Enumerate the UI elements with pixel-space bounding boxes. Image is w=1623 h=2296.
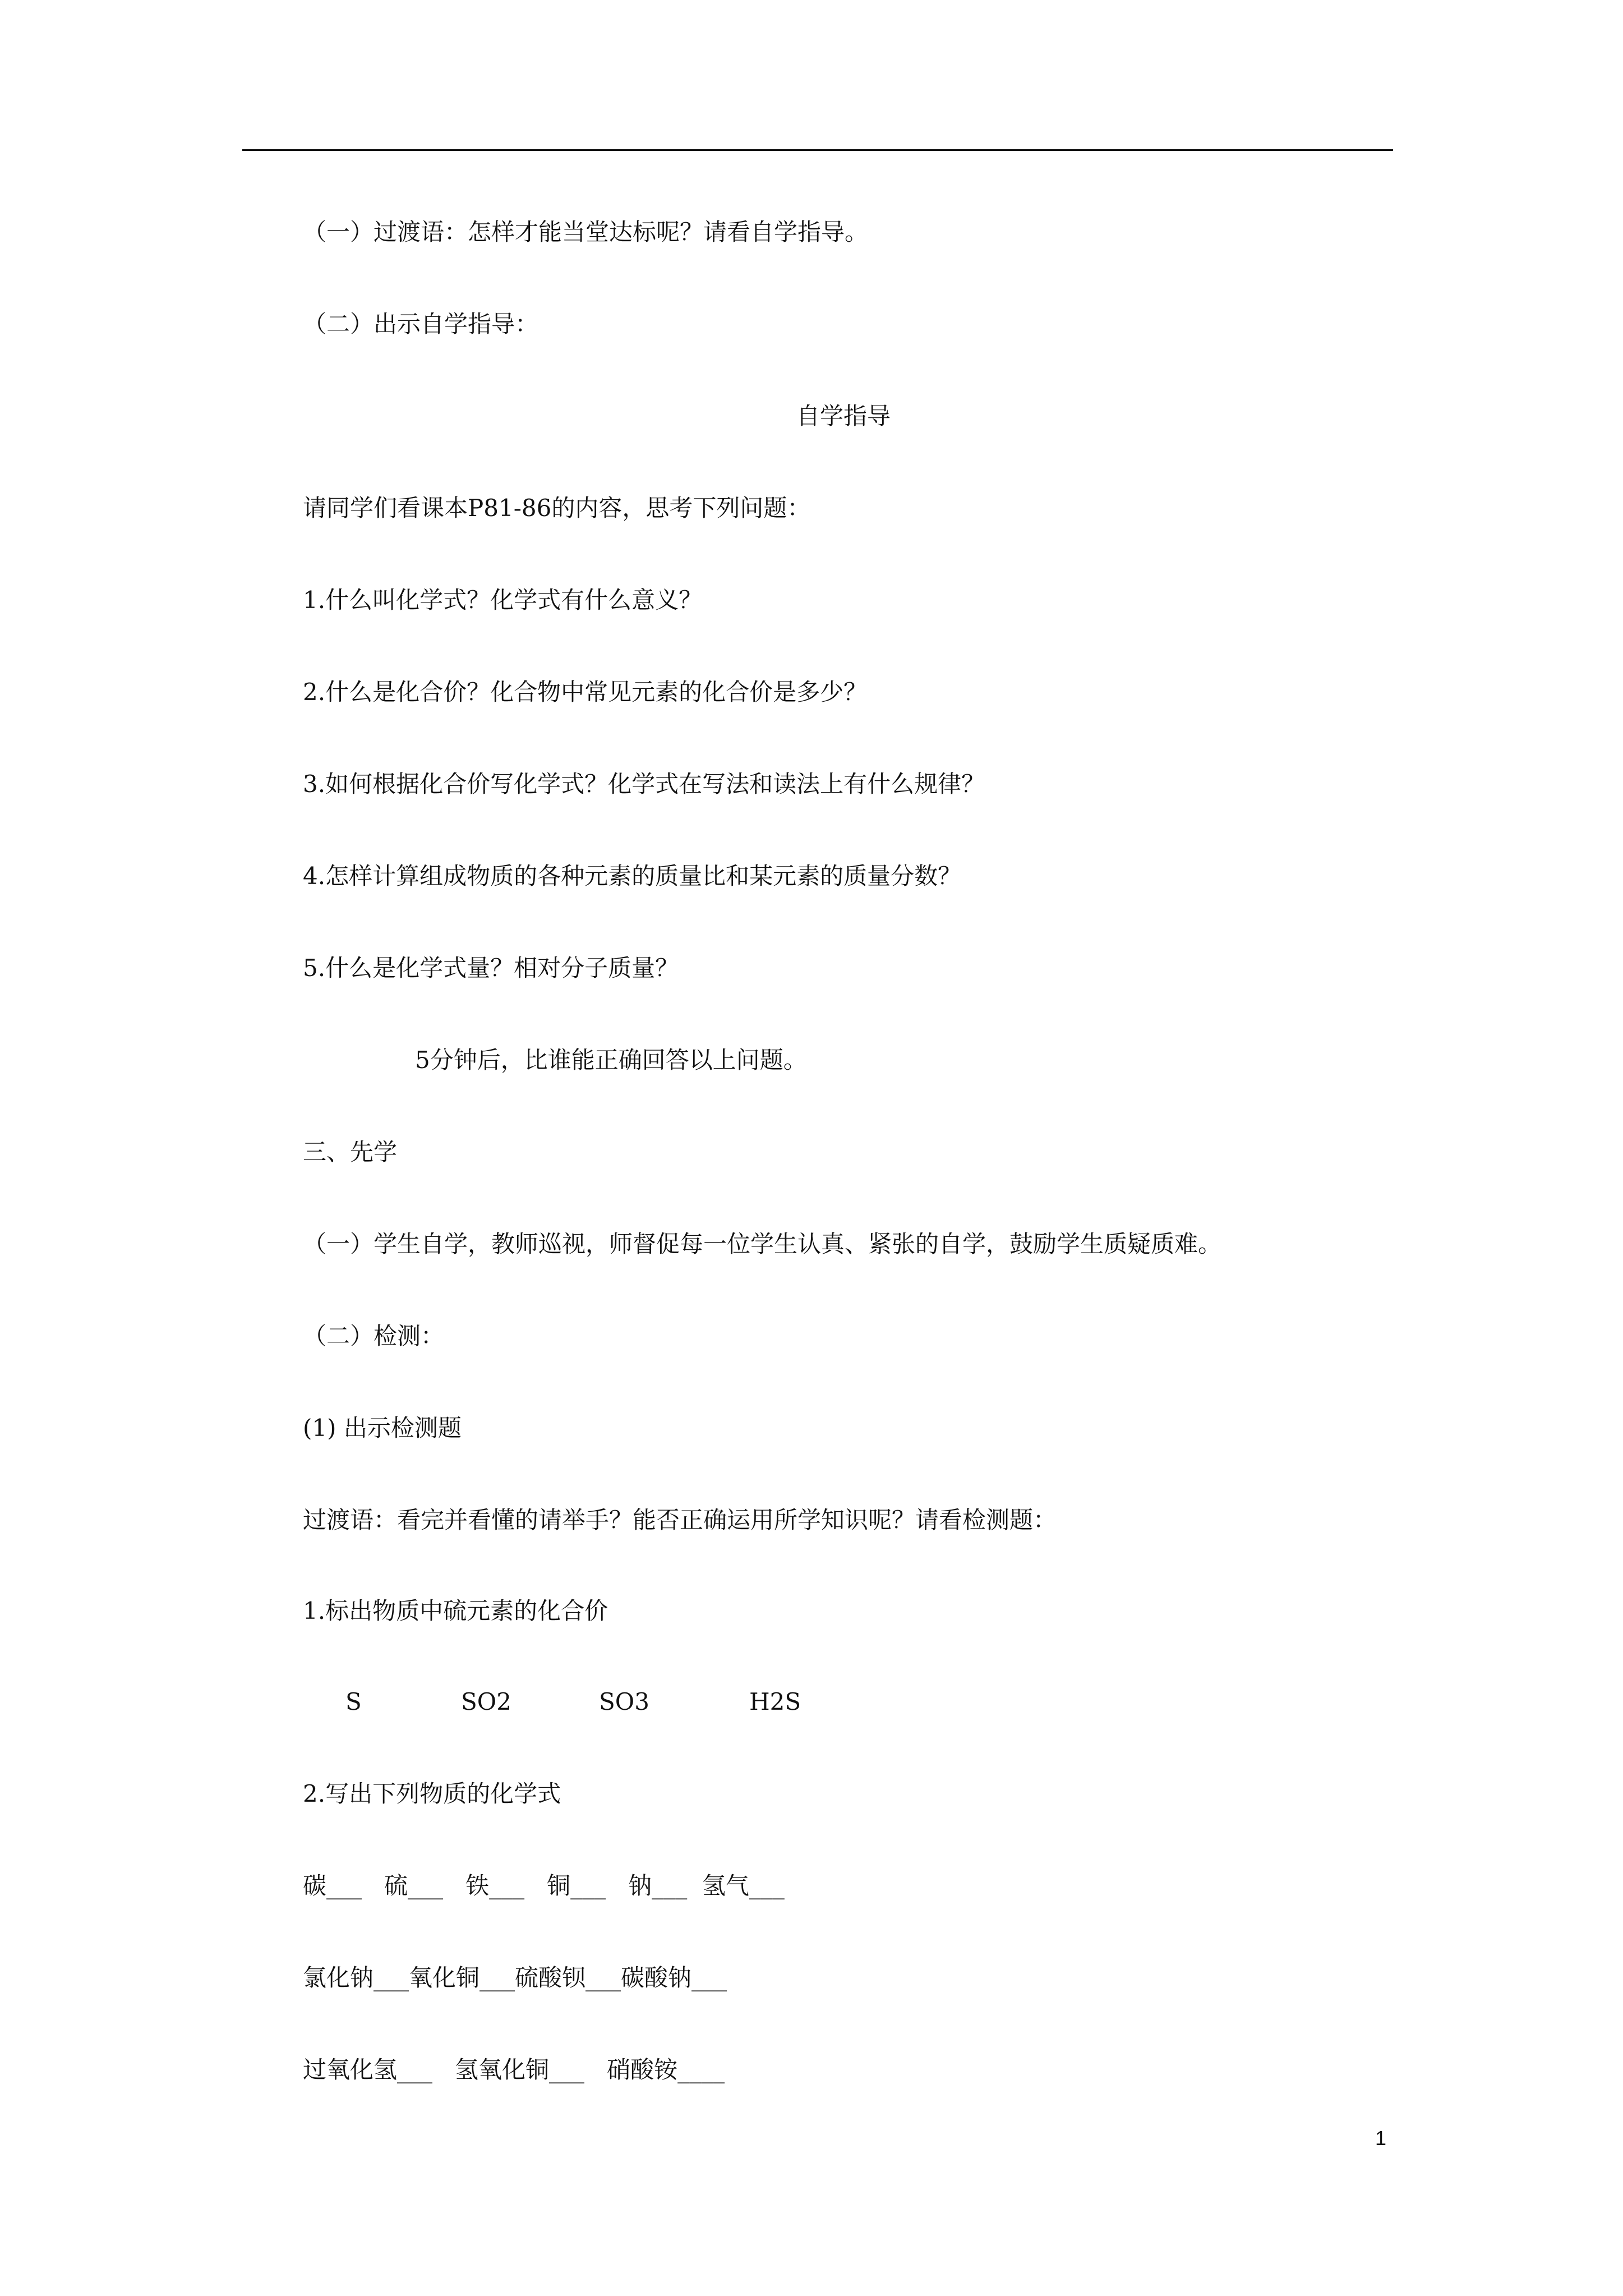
exercise-1: 1.标出物质中硫元素的化合价 xyxy=(303,1597,608,1625)
test-transition: 过渡语：看完并看懂的请举手？能否正确运用所学知识呢？请看检测题： xyxy=(303,1506,1057,1534)
question-2: 2.什么是化合价？化合物中常见元素的化合价是多少？ xyxy=(303,678,868,706)
exercise-2: 2.写出下列物质的化学式 xyxy=(303,1780,561,1807)
blank-row-1: 碳___ 硫___ 铁___ 铜___ 钠___ 氢气___ xyxy=(303,1872,785,1899)
self-study-text: （一）学生自学，教师巡视，师督促每一位学生认真、紧张的自学，鼓励学生质疑质难。 xyxy=(303,1230,1222,1258)
question-4: 4.怎样计算组成物质的各种元素的质量比和某元素的质量分数？ xyxy=(303,862,962,890)
page-number: 1 xyxy=(1375,2127,1387,2150)
section-heading: 三、先学 xyxy=(303,1138,398,1166)
transition-text: （一）过渡语：怎样才能当堂达标呢？请看自学指导。 xyxy=(303,218,869,246)
formula-so3: SO3 xyxy=(599,1688,649,1715)
blank-row-3: 过氧化氢___ 氢氧化铜___ 硝酸铵____ xyxy=(303,2056,725,2083)
time-note: 5分钟后，比谁能正确回答以上问题。 xyxy=(415,1046,807,1074)
formula-s: S xyxy=(345,1688,362,1715)
formula-so2: SO2 xyxy=(461,1688,511,1715)
question-1: 1.什么叫化学式？化学式有什么意义？ xyxy=(303,586,703,614)
header-rule xyxy=(242,149,1393,151)
question-3: 3.如何根据化合价写化学式？化学式在写法和读法上有什么规律？ xyxy=(303,770,985,798)
guide-intro: 请同学们看课本P81-86的内容，思考下列问题： xyxy=(303,494,811,522)
guide-title: 自学指导 xyxy=(796,402,891,430)
formula-h2s: H2S xyxy=(749,1688,801,1715)
blank-row-2: 氯化钠___氧化铜___硫酸钡___碳酸钠___ xyxy=(303,1964,727,1991)
test-subheading: (1) 出示检测题 xyxy=(303,1414,462,1442)
test-heading: （二）检测： xyxy=(303,1322,445,1350)
show-guide-heading: （二）出示自学指导： xyxy=(303,310,539,338)
question-5: 5.什么是化学式量？相对分子质量？ xyxy=(303,954,679,982)
